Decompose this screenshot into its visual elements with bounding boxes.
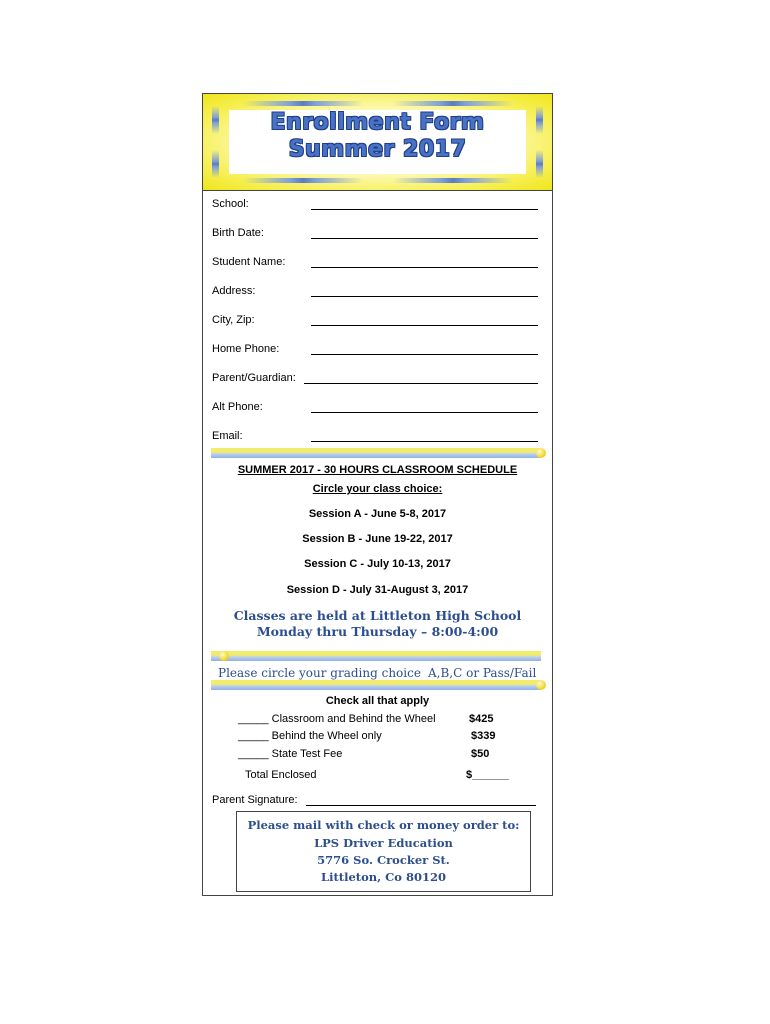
divider-dot	[536, 680, 546, 690]
school-field[interactable]	[311, 209, 538, 210]
mailing-address-box	[236, 811, 531, 892]
parent-guardian-label: Parent/Guardian:	[212, 372, 296, 384]
form-subtitle: Summer 2017	[288, 137, 467, 162]
alt-phone-field[interactable]	[311, 412, 538, 413]
fee-classroom-btw-amount: $425	[469, 713, 494, 725]
mail-instruction: Please mail with check or money order to:	[247, 818, 520, 832]
mail-city: Littleton, Co 80120	[321, 870, 446, 884]
student-name-label: Student Name:	[212, 256, 286, 268]
mail-recipient: LPS Driver Education	[314, 836, 453, 850]
grading-prompt: Please circle your grading choice	[218, 666, 421, 680]
birth-date-label: Birth Date:	[212, 227, 264, 239]
city-zip-label: City, Zip:	[212, 314, 255, 326]
school-label: School:	[212, 198, 249, 210]
total-enclosed-label: Total Enclosed	[245, 769, 317, 781]
fee-btw-only-amount: $339	[471, 730, 496, 742]
parent-guardian-field[interactable]	[304, 383, 538, 384]
fee-classroom-btw[interactable]: _____ Classroom and Behind the Wheel	[238, 713, 436, 725]
home-phone-label: Home Phone:	[212, 343, 280, 355]
section-divider	[211, 680, 541, 690]
banner-decor-bar	[393, 101, 513, 106]
address-field[interactable]	[311, 296, 538, 297]
session-d[interactable]: Session D - July 31-August 3, 2017	[286, 584, 469, 596]
email-field[interactable]	[311, 441, 538, 442]
total-enclosed-amount[interactable]: $______	[466, 769, 509, 781]
header-banner	[203, 94, 552, 191]
banner-decor-bar	[243, 178, 363, 183]
section-divider	[211, 448, 541, 458]
home-phone-field[interactable]	[311, 354, 538, 355]
student-name-field[interactable]	[311, 267, 538, 268]
alt-phone-label: Alt Phone:	[212, 401, 263, 413]
grading-options[interactable]: A,B,C or Pass/Fail	[428, 666, 537, 680]
enrollment-form	[202, 93, 553, 896]
form-title: Enrollment Form	[270, 110, 485, 135]
address-label: Address:	[212, 285, 256, 297]
fees-header: Check all that apply	[325, 695, 430, 707]
divider-dot	[219, 651, 229, 661]
session-a[interactable]: Session A - June 5-8, 2017	[308, 508, 447, 520]
email-label: Email:	[212, 430, 243, 442]
city-zip-field[interactable]	[311, 325, 538, 326]
schedule-subtitle: Circle your class choice:	[312, 483, 443, 495]
divider-dot	[536, 448, 546, 458]
location-line: Classes are held at Littleton High School	[233, 608, 522, 623]
banner-decor-bar	[393, 178, 513, 183]
fee-state-test[interactable]: _____ State Test Fee	[238, 748, 343, 760]
schedule-title: SUMMER 2017 - 30 HOURS CLASSROOM SCHEDULE	[237, 464, 518, 476]
session-b[interactable]: Session B - June 19-22, 2017	[302, 533, 453, 545]
banner-decor-bar	[243, 101, 363, 106]
fee-btw-only[interactable]: _____ Behind the Wheel only	[238, 730, 382, 742]
days-hours-line: Monday thru Thursday – 8:00-4:00	[256, 624, 499, 639]
session-c[interactable]: Session C - July 10-13, 2017	[304, 558, 451, 570]
parent-signature-label: Parent Signature:	[212, 794, 298, 806]
section-divider	[211, 651, 541, 661]
parent-signature-field[interactable]	[306, 805, 536, 806]
fee-state-test-amount: $50	[471, 748, 490, 760]
birth-date-field[interactable]	[311, 238, 538, 239]
mail-street: 5776 So. Crocker St.	[317, 853, 450, 867]
